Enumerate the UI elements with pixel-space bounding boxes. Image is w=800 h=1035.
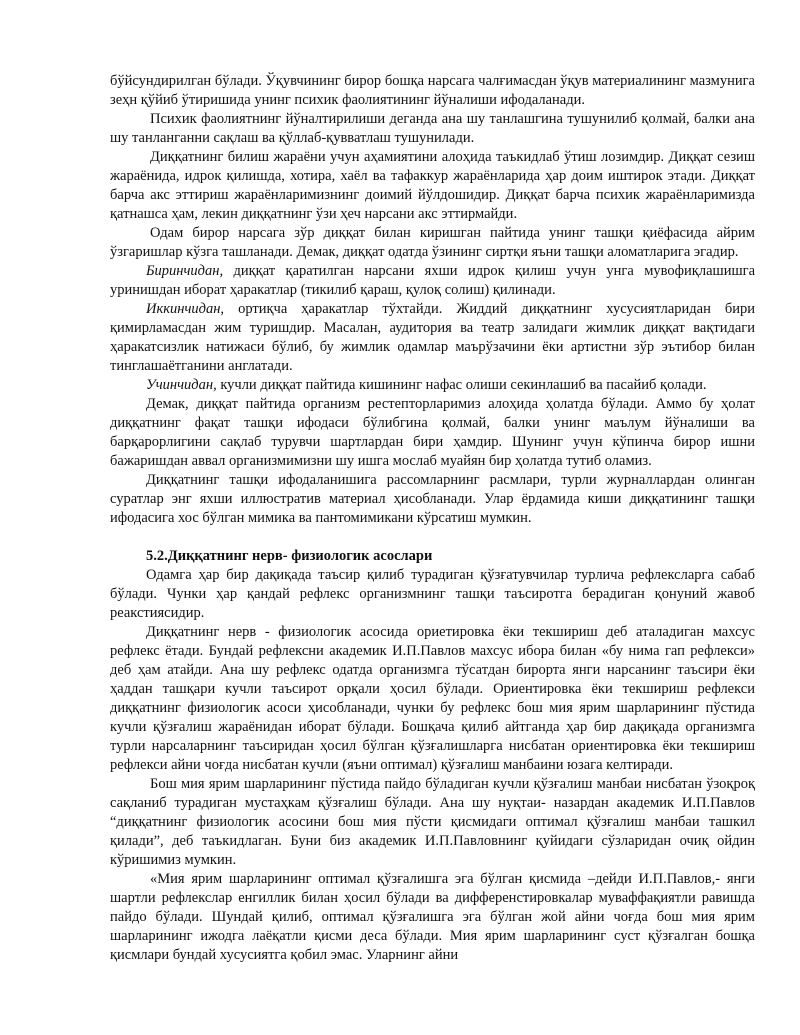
paragraph-first-text: диққат қаратилган нарсани яхши идрок қилиш учун унга мувофиқлашишга уринишдан иборат ҳаракатлар (тикилиб қараш, қулоқ солиш) қилинади. bbox=[110, 263, 755, 298]
paragraph-excitation-focus: Бош мия ярим шарларининг пўстида пайдо бўладиган кучли қўзғалиш манбаи нисбатан ўзоқроқ сақланиб турадиган мустаҳкам қўзғалиш бўлади. Ана шу нуқтаи- назардан академик И.П.Павлов “диққатнинг физиологик асосини бош мия пўсти қисмидаги оптимал қўзғалиш манбаи ташкил қилади”, деб таъкидлаган. Буни биз академик И.П.Павловнинг қуйидаги сўзларидан очиқ ойдин кўришимиз мумкин. bbox=[110, 776, 755, 868]
paragraph-cognition: Диққатнинг билиш жараёни учун аҳамиятини алоҳида таъкидлаб ўтиш лозимдир. Диққат сезиш жараёнида, идрок қилишда, хотира, хаёл ва тафаккур жараёнларида ҳар доим иштирок этади. Диққат барча акс эттириш жараёнларимизнинг доимий йўлдошидир. Диққат барча психик жараёнларимизда қатнашса ҳам, лекин диққатнинг ўзи ҳеч нарсани акс эттирмайди. bbox=[110, 149, 755, 222]
paragraph-first bbox=[110, 262, 755, 300]
paragraph-pavlov-quote: «Мия ярим шарларининг оптимал қўзғалишга эга бўлган қисмида –дейди И.П.Павлов,- янги шартли рефлекслар енгиллик билан ҳосил бўлади ва дифференстировкалар муваффақиятли равишда пайдо бўлади. Шундай қилиб, оптимал қўзғалишга эга бўлган жой айни чоғда бош мия ярим шарларининг ижодга лаёқатли қисми деса бўлади. Мия ярим шарларининг суст қўзғалган бошқа қисмлари бундай хусусиятга қобил эмас. Уларнинг айни bbox=[110, 871, 755, 963]
paragraph-third bbox=[110, 376, 755, 395]
paragraph-stimuli: Одамга ҳар бир дақиқада таъсир қилиб турадиган қўзғатувчилар турлича рефлексларга сабаб бўлади. Чунки ҳар қандай рефлекс организмнинг ташқи таъсиротга берадиган қонуний жавоб реакстиясидир. bbox=[110, 567, 755, 621]
paragraph-continuation: бўйсундирилган бўлади. Ўқувчининг бирор бошқа нарсага чалғимасдан ўқув материалининг мазмунига зеҳн қўйиб ўтиришида унинг психик фаолиятининг йўналиши ифодаланади. bbox=[110, 73, 755, 108]
paragraph-second-text: ортиқча ҳаракатлар тўхтайди. Жиддий диққатнинг хусусиятларидан бири қимирламасдан жим туришдир. Масалан, аудитория ва театр залидаги жимлик диққат вақтидаги ҳаракатсизлик натижаси бўлиб, бу жимлик одамлар маърўзачини ёки артистни зўр эътибор билан тинглашаётганини англатади. bbox=[110, 301, 755, 374]
paragraph-second bbox=[110, 300, 755, 376]
paragraph-orienting-reflex: Диққатнинг нерв - физиологик асосида ориетировка ёки текшириш деб аталадиган махсус рефлекс ётади. Бундай рефлексни академик И.П.Павлов махсус ибора билан «бу нима гап рефлекси» деб ҳам атайди. Ана шу рефлекс одатда организмга тўсатдан бирортa янги нарсанинг таъсири ёки ҳаддан ташқари кучли таъсирот орқали ҳосил бўлади. Ориентировка ёки текшириш рефлекси диққатнинг физиологик асоси ҳисобланади, чунки бу рефлекс бош мия ярим шарларининг пўстида кучли қўзғалиш жараёнидан иборат бўлади. Бошқача қилиб айтганда ҳар бир дақиқада организмга турли нарсаларнинг таъсиридан ҳосил бўлган қўзғалишларга нисбатан ориентировка ёки текшириш рефлекси айни чоғда нисбатан кучли (яъни оптимал) қўзғалиш манбаини юзага келтиради. bbox=[110, 624, 755, 773]
paragraph-direction: Психик фаолиятнинг йўналтирилиши деганда ана шу танлашгина тушунилиб қолмай, балки ана шу танланганни сақлаш ва қўллаб-қувватлаш тушунилади. bbox=[110, 111, 755, 146]
lead-third: Учинчидан, bbox=[146, 377, 217, 393]
document-page bbox=[110, 72, 755, 965]
lead-first: Биринчидан, bbox=[146, 263, 224, 279]
paragraph-third-text: кучли диққат пайтида кишининг нафас олиши секинлашиб ва пасайиб қолади. bbox=[216, 377, 707, 393]
paragraph-conclusion: Демак, диққат пайтида организм рестепторларимиз алоҳида ҳолатда бўлади. Аммо бу ҳолат диққатнинг фақат ташқи ифодаси бўлибгина қолмай, балки унинг маълум йўналиши ва барқарорлигини сақлаб турувчи шартлардан бири ҳамдир. Шунинг учун кўпинча бирор ишни бажаришдан аввал организмимизни шу ишга мослаб муайян бир ҳолатда тутиб оламиз. bbox=[110, 396, 755, 469]
paragraph-illustration: Диққатнинг ташқи ифодаланишига рассомларнинг расмлари, турли журналлардан олинган суратлар энг яхши иллюстратив материал ҳисобланади. Улар ёрдамида киши диққатининг ташқи ифодасига хос бўлган мимика ва пантомимикани кўрсатиш мумкин. bbox=[110, 472, 755, 526]
section-heading: 5.2.Диққатнинг нерв- физиологик асослари bbox=[146, 548, 433, 564]
paragraph-external-signs: Одам бирор нарсага зўр диққат билан киришган пайтида унинг ташқи қиёфасида айрим ўзгаришлар кўзга ташланади. Демак, диққат одатда ўзининг сиртқи яъни ташқи аломатларига эгадир. bbox=[110, 225, 755, 260]
lead-second: Иккинчидан, bbox=[146, 301, 225, 317]
